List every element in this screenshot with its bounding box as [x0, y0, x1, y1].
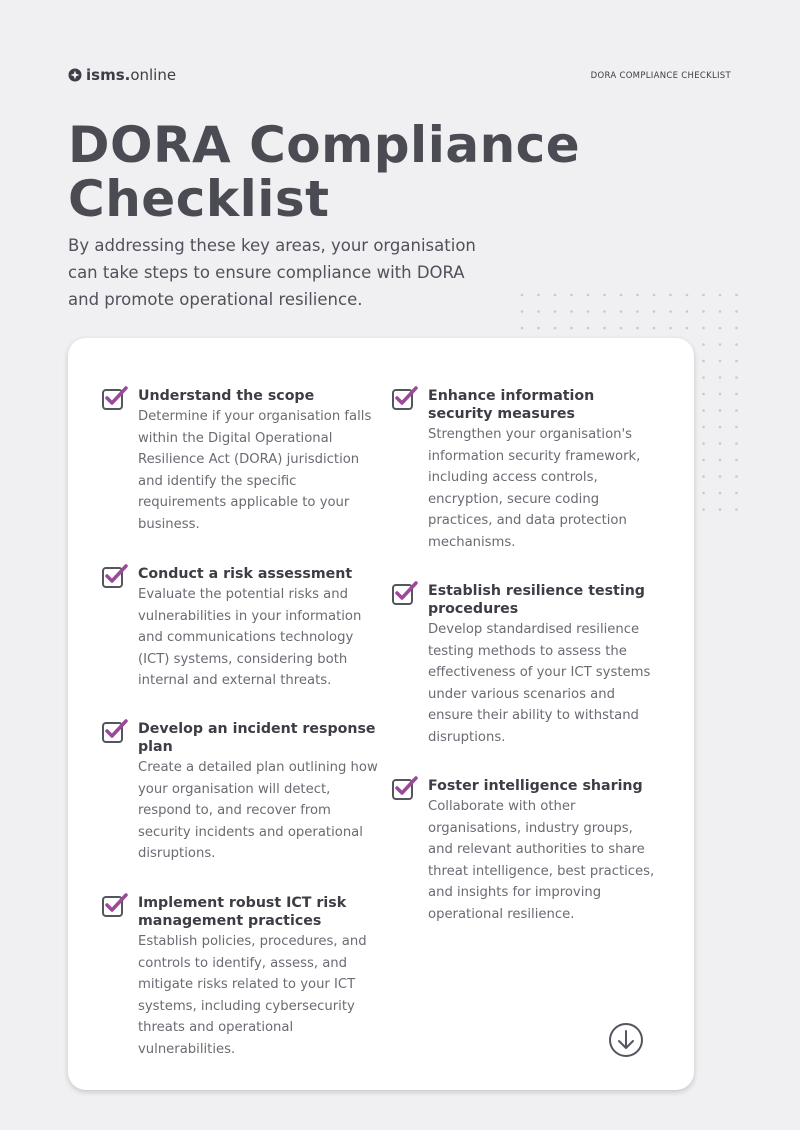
logo-mark-icon: [68, 68, 82, 82]
checklist-item: [428, 387, 660, 553]
item-title: Foster intelligence sharing: [428, 778, 643, 794]
page-title: DORA Compliance Checklist: [68, 116, 581, 228]
checklist-item: [428, 777, 660, 925]
checklist-item: [138, 387, 378, 535]
checkbox-check-icon: [391, 775, 419, 803]
logo-text-bold: isms.: [86, 66, 131, 84]
item-body: Strengthen your organisation's information security framework, including access controls, encryption, secure coding practices, and data protection mechanisms.: [428, 427, 641, 550]
arrow-down-circle-icon[interactable]: [608, 1022, 644, 1058]
checklist-item: [428, 582, 660, 748]
checkbox-check-icon: [391, 385, 419, 413]
item-title: Conduct a risk assessment: [138, 566, 353, 582]
checklist-item: [138, 894, 378, 1060]
logo-text-light: online: [130, 66, 177, 84]
intro-text: By addressing these key areas, your organisation can take steps to ensure compliance with DORA and promote operational resilience.: [68, 236, 476, 309]
checkbox-check-icon: [101, 385, 129, 413]
item-body: Create a detailed plan outlining how your organisation will detect, respond to, and recover from security incidents and operational disruptions.: [138, 760, 378, 861]
checkbox-check-icon: [101, 718, 129, 746]
logo: [68, 66, 176, 84]
checkbox-check-icon: [101, 892, 129, 920]
checkbox-check-icon: [391, 580, 419, 608]
checklist-card: [68, 338, 694, 1090]
item-body: Evaluate the potential risks and vulnerabilities in your information and communications technology (ICT) systems, considering both internal and external threats.: [138, 587, 362, 688]
item-title: Establish resilience testing procedures: [428, 583, 645, 617]
checklist-item: [138, 565, 378, 692]
checklist-item: [138, 720, 378, 865]
item-body: Determine if your organisation falls within the Digital Operational Resilience Act (DORA) jurisdiction and identify the specific requirements applicable to your business.: [138, 409, 372, 532]
item-body: Collaborate with other organisations, industry groups, and relevant authorities to share threat intelligence, best practices, and insights for improving operational resilience.: [428, 799, 655, 922]
item-body: Establish policies, procedures, and controls to identify, assess, and mitigate risks related to your ICT systems, including cybersecurity threats and operational vulnerabilities.: [138, 934, 367, 1057]
item-title: Enhance information security measures: [428, 388, 595, 422]
checkbox-check-icon: [101, 563, 129, 591]
item-title: Understand the scope: [138, 388, 315, 404]
header-label: DORA COMPLIANCE CHECKLIST: [590, 71, 731, 81]
item-body: Develop standardised resilience testing methods to assess the effectiveness of your ICT systems under various scenarios and ensure their ability to withstand disruptions.: [428, 622, 651, 745]
item-title: Develop an incident response plan: [138, 721, 376, 755]
item-title: Implement robust ICT risk management practices: [138, 895, 347, 929]
